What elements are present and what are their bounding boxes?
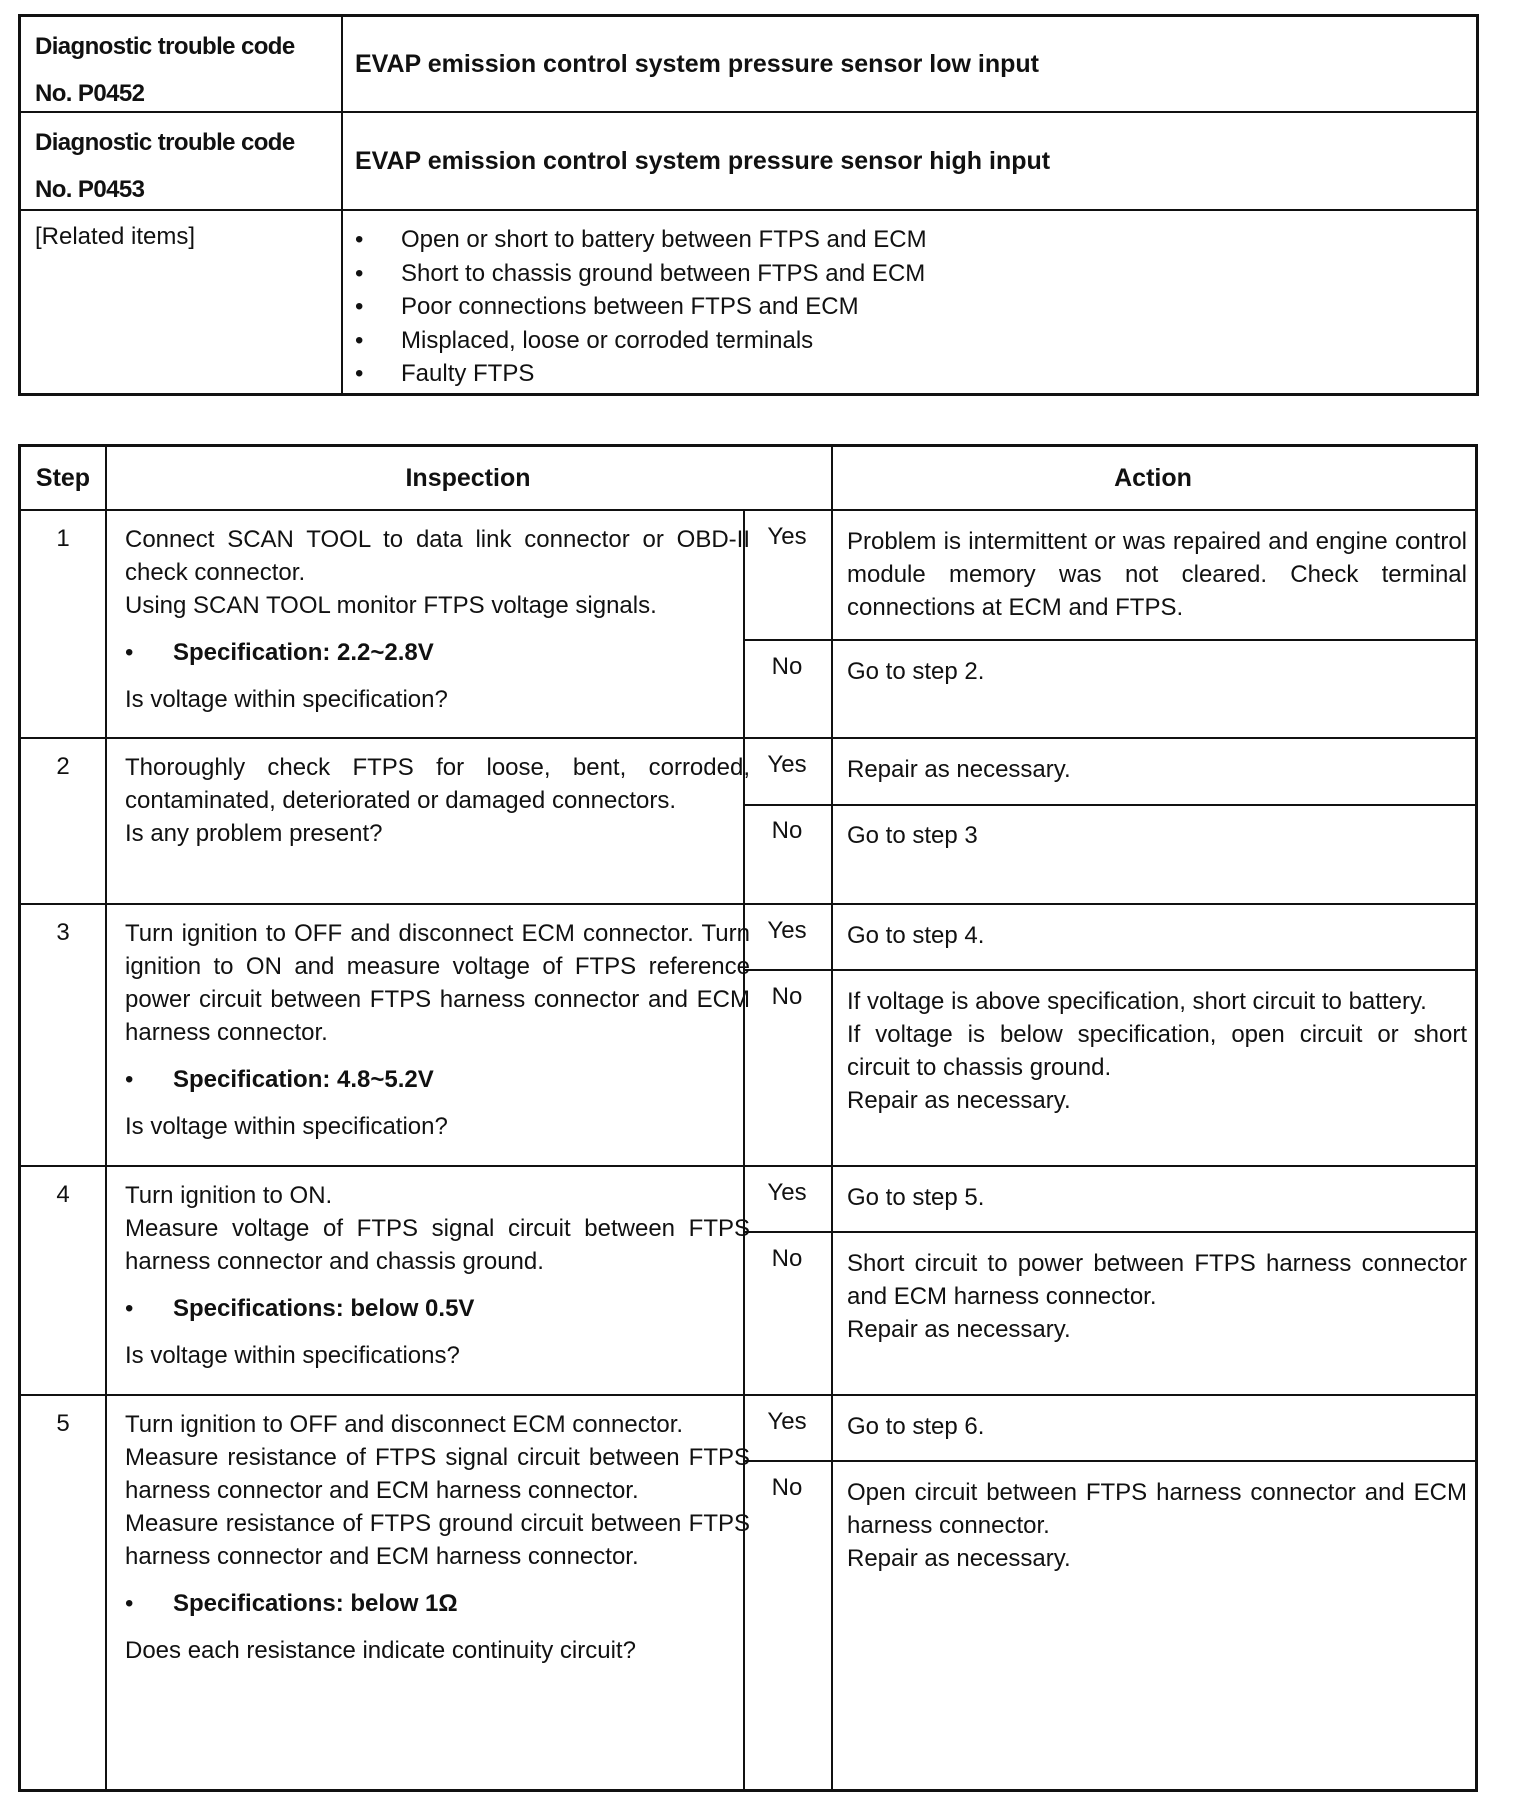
step-number: 2 xyxy=(56,753,70,780)
step-number: 3 xyxy=(56,919,70,946)
yes-label: Yes xyxy=(767,1179,807,1206)
bullet-icon: • xyxy=(125,1066,134,1093)
bullet-icon: • xyxy=(125,1295,134,1322)
bullet-icon: • xyxy=(355,360,364,387)
related-item: • Misplaced, loose or corroded terminals xyxy=(355,324,927,358)
inspection-table xyxy=(18,444,1478,1792)
yes-label: Yes xyxy=(767,1408,807,1435)
inspection-question: Is voltage within specification? xyxy=(125,686,448,713)
grid-line xyxy=(21,903,1475,905)
inspection-text: Turn ignition to ON. Measure voltage of FTPS signal circuit between FTPS harness connector and chassis ground. xyxy=(125,1182,750,1275)
bullet-icon: • xyxy=(125,1590,134,1617)
step-number: 1 xyxy=(56,525,70,552)
grid-line xyxy=(743,969,1475,971)
yes-label: Yes xyxy=(767,917,807,944)
grid-line xyxy=(21,509,1475,511)
related-items-list xyxy=(355,223,927,391)
column-header-inspection: Inspection xyxy=(405,463,531,492)
step-number: 5 xyxy=(56,1410,70,1437)
step-inspection xyxy=(125,751,750,850)
specification: • Specifications: below 0.5V xyxy=(125,1292,750,1325)
column-header-action: Action xyxy=(1114,463,1192,492)
column-header-step: Step xyxy=(35,463,91,492)
bullet-icon: • xyxy=(355,259,364,287)
no-label: No xyxy=(771,983,803,1010)
grid-line xyxy=(743,639,1475,641)
inspection-text: Thoroughly check FTPS for loose, bent, corroded, contaminated, deteriorated or damaged connectors. Is any problem present? xyxy=(125,754,750,847)
dtc-title: EVAP emission control system pressure sensor low input xyxy=(355,49,1039,78)
dtc-code-cell xyxy=(35,23,335,117)
grid-line xyxy=(831,447,833,1789)
bullet-icon: • xyxy=(355,293,364,320)
dtc-title: EVAP emission control system pressure sensor high input xyxy=(355,146,1051,175)
dtc-number: No. P0452 xyxy=(35,80,145,107)
step-inspection xyxy=(125,917,750,1143)
no-action: Short circuit to power between FTPS harness connector and ECM harness connector. Repair as necessary. xyxy=(847,1250,1467,1343)
related-item: • Short to chassis ground between FTPS and ECM xyxy=(355,257,927,291)
yes-action: Go to step 6. xyxy=(847,1413,985,1440)
inspection-text: Turn ignition to OFF and disconnect ECM connector. Turn ignition to ON and measure voltage of FTPS reference power circuit between FTPS harness connector and ECM harness connector. xyxy=(125,920,750,1046)
no-label: No xyxy=(771,817,803,844)
dtc-number: No. P0453 xyxy=(35,176,145,203)
no-action: Go to step 3 xyxy=(847,822,978,849)
grid-line xyxy=(21,737,1475,739)
yes-action: Repair as necessary. xyxy=(847,756,1071,783)
step-inspection xyxy=(125,1179,750,1372)
grid-line xyxy=(743,804,1475,806)
dtc-label: Diagnostic trouble code xyxy=(35,33,295,60)
yes-label: Yes xyxy=(767,523,807,550)
grid-line xyxy=(743,1231,1475,1233)
dtc-row-p0452 xyxy=(21,17,1476,113)
no-action: If voltage is above specification, short circuit to battery. If voltage is below specification, open circuit or short circuit to chassis ground. Repair as necessary. xyxy=(847,988,1467,1114)
no-action: Open circuit between FTPS harness connector and ECM harness connector. Repair as necessary. xyxy=(847,1479,1467,1572)
specification: • Specifications: below 1Ω xyxy=(125,1587,750,1620)
inspection-text: Connect SCAN TOOL to data link connector or OBD-II check connector. Using SCAN TOOL monitor FTPS voltage signals. xyxy=(125,526,750,619)
step-inspection xyxy=(125,1408,750,1667)
inspection-question: Is voltage within specifications? xyxy=(125,1342,460,1369)
step-number: 4 xyxy=(56,1181,70,1208)
related-item: • Open or short to battery between FTPS and ECM xyxy=(355,223,927,257)
dtc-label: Diagnostic trouble code xyxy=(35,129,295,156)
dtc-row-p0453 xyxy=(21,113,1476,211)
related-item: • Faulty FTPS xyxy=(355,357,927,391)
bullet-icon: • xyxy=(355,326,364,354)
inspection-question: Is voltage within specification? xyxy=(125,1113,448,1140)
no-label: No xyxy=(771,1245,803,1272)
grid-line xyxy=(105,447,107,1789)
no-label: No xyxy=(771,1474,803,1501)
specification: • Specification: 4.8~5.2V xyxy=(125,1063,750,1096)
bullet-icon: • xyxy=(355,226,364,253)
inspection-question: Does each resistance indicate continuity circuit? xyxy=(125,1637,636,1664)
grid-line xyxy=(743,1460,1475,1462)
no-action: Go to step 2. xyxy=(847,658,985,685)
yes-label: Yes xyxy=(767,751,807,778)
inspection-text: Turn ignition to OFF and disconnect ECM connector. Measure resistance of FTPS signal circuit between FTPS harness connector and ECM harness connector. Measure resistance of FTPS ground circuit between FTPS harness connector and ECM harness connector. xyxy=(125,1411,750,1570)
yes-action: Problem is intermittent or was repaired and engine control module memory was not cleared. Check terminal connections at ECM and FTPS. xyxy=(847,528,1467,621)
specification: • Specification: 2.2~2.8V xyxy=(125,636,750,669)
step-inspection xyxy=(125,523,750,716)
no-label: No xyxy=(771,653,803,680)
related-items-row xyxy=(21,211,1476,393)
yes-action: Go to step 4. xyxy=(847,922,985,949)
dtc-header-table xyxy=(18,14,1479,396)
related-item: • Poor connections between FTPS and ECM xyxy=(355,290,927,324)
bullet-icon: • xyxy=(125,639,134,666)
related-items-label: [Related items] xyxy=(35,223,196,250)
dtc-code-cell xyxy=(35,119,335,213)
grid-line xyxy=(21,1394,1475,1396)
yes-action: Go to step 5. xyxy=(847,1184,985,1211)
grid-line xyxy=(21,1165,1475,1167)
